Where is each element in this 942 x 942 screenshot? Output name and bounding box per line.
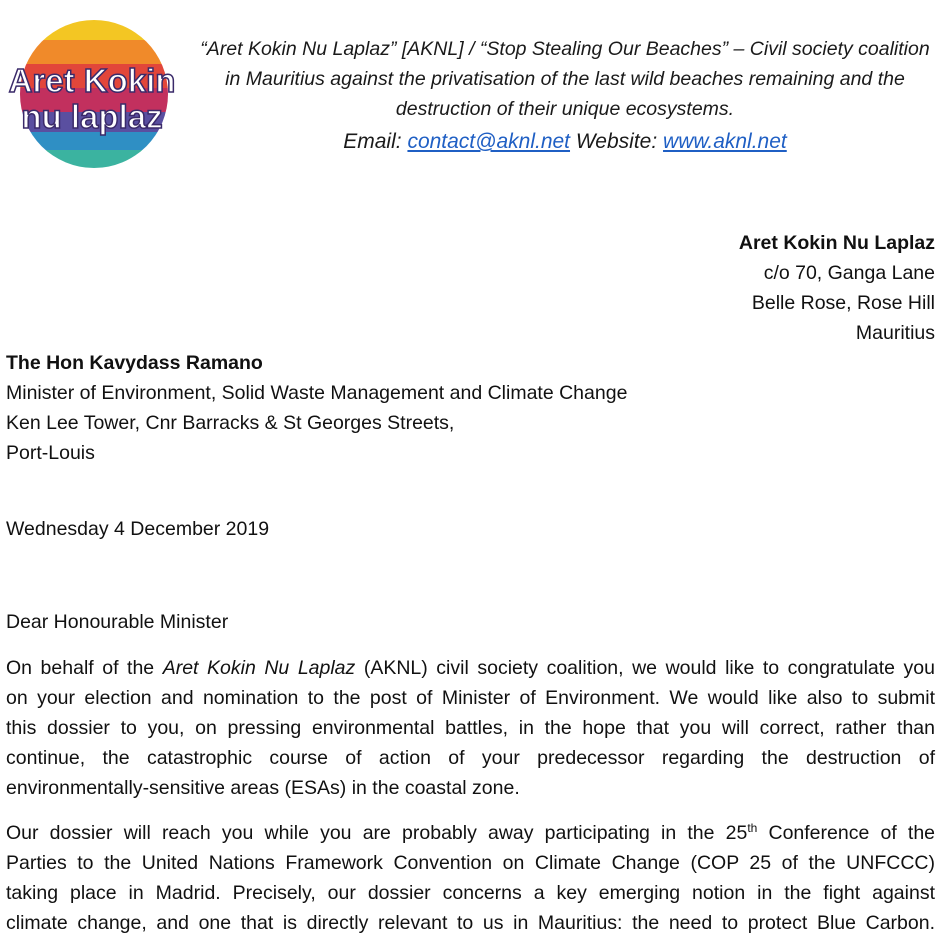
letterhead [200, 34, 930, 157]
website-label: Website: [575, 130, 658, 153]
paragraph-line [6, 653, 935, 683]
text-span: Our dossier will reach you while you are probably away participating in the 25 [6, 822, 748, 844]
logo-line2: nu laplaz [21, 98, 163, 135]
recipient-address [6, 348, 627, 468]
coalition-name-italic: Aret Kokin Nu Laplaz [162, 657, 356, 679]
recipient-line: Port-Louis [6, 442, 95, 464]
text-span: (AKNL) civil society coalition, we would like to congratulate you [355, 657, 935, 679]
logo-line1: Aret Kokin [8, 62, 176, 99]
body-paragraph-1 [6, 653, 935, 803]
paragraph-line [6, 818, 935, 848]
recipient-line: Minister of Environment, Solid Waste Management and Climate Change [6, 382, 628, 404]
coalition-description: “Aret Kokin Nu Laplaz” [AKNL] / “Stop Stealing Our Beaches” – Civil society coalition in Mauritius against the privatisation of the last wild beaches remaining and the destruction of their unique ecosystems. [200, 38, 930, 120]
text-span: Conference of the [757, 822, 936, 844]
email-link[interactable]: contact@aknl.net [407, 130, 571, 153]
paragraph-line: continue, the catastrophic course of action of your predecessor regarding the destruction of [6, 747, 935, 769]
paragraph-line: on your election and nomination to the post of Minister of Environment. We would like also to submit [6, 687, 935, 709]
contact-line [200, 127, 930, 157]
body-paragraph-2 [6, 818, 935, 938]
email-label: Email: [343, 130, 402, 153]
paragraph-line: this dossier to you, on pressing environmental battles, in the hope that you will correct, rather than [6, 717, 935, 739]
paragraph-line: Parties to the United Nations Framework Convention on Climate Change (COP 25 of the UNFCCC) [6, 852, 935, 874]
recipient-name: The Hon Kavydass Ramano [6, 352, 263, 374]
paragraph-line: taking place in Madrid. Precisely, our dossier concerns a key emerging notion in the fight against [6, 882, 935, 904]
aknl-logo [6, 10, 176, 170]
sender-address-line: c/o 70, Ganga Lane [763, 262, 935, 284]
ordinal-superscript: th [747, 821, 758, 835]
text-span: On behalf of the [6, 657, 163, 679]
paragraph-line: climate change, and one that is directly relevant to us in Mauritius: the need to protect Blue Carbon. [6, 912, 935, 934]
letter-date: Wednesday 4 December 2019 [6, 518, 270, 540]
sender-address-line: Mauritius [855, 322, 935, 344]
website-link[interactable]: www.aknl.net [663, 130, 787, 153]
salutation: Dear Honourable Minister [6, 611, 229, 633]
sender-address-line: Belle Rose, Rose Hill [751, 292, 935, 314]
logo-graphic [6, 10, 176, 170]
paragraph-line: environmentally-sensitive areas (ESAs) in the coastal zone. [6, 777, 520, 799]
recipient-line: Ken Lee Tower, Cnr Barracks & St Georges Streets, [6, 412, 455, 434]
sender-address [739, 228, 935, 348]
sender-name: Aret Kokin Nu Laplaz [738, 232, 935, 254]
